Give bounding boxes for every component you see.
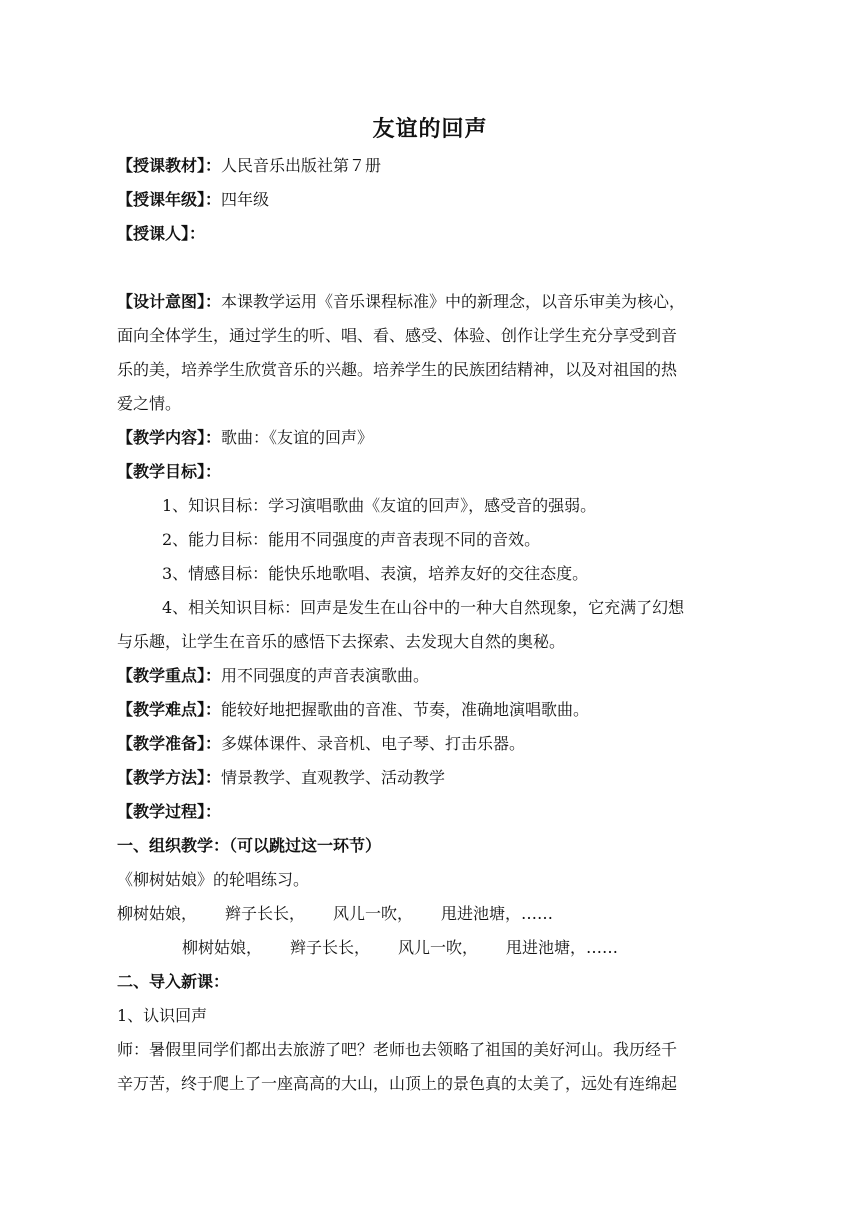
content-label: 【教学内容】： bbox=[117, 428, 222, 447]
grade-row bbox=[117, 190, 743, 210]
content-value: 歌曲：《友谊的回声》 bbox=[221, 428, 374, 447]
goal-2: 2、能力目标：能用不同强度的声音表现不同的音效。 bbox=[162, 530, 541, 549]
method-row bbox=[117, 768, 743, 788]
goals-row bbox=[117, 462, 743, 482]
round-line-1 bbox=[117, 904, 743, 924]
round-2-phrase: 甩进池塘，…… bbox=[506, 938, 619, 957]
key-point-value: 用不同强度的声音表演歌曲。 bbox=[221, 666, 430, 685]
prep-row bbox=[117, 734, 743, 754]
round-2-phrase: 风儿一吹， bbox=[398, 938, 479, 957]
teacher-speech-line-1: 师：暑假里同学们都出去旅游了吧？老师也去领略了祖国的美好河山。我历经千 bbox=[117, 1040, 678, 1059]
textbook-value: 人民音乐出版社第７册 bbox=[221, 156, 382, 175]
goal-3: 3、情感目标：能快乐地歌唱、表演，培养友好的交往态度。 bbox=[162, 564, 589, 583]
grade-value: 四年级 bbox=[221, 190, 270, 209]
difficulty-row bbox=[117, 700, 743, 720]
section-2-subheading: 1、认识回声 bbox=[117, 1006, 208, 1025]
goal-4-line-1: 4、相关知识目标：回声是发生在山谷中的一种大自然现象，它充满了幻想 bbox=[162, 598, 685, 617]
prep-label: 【教学准备】： bbox=[117, 734, 222, 753]
design-label: 【设计意图】： bbox=[117, 292, 222, 311]
round-line-2 bbox=[182, 938, 808, 958]
teacher-row bbox=[117, 224, 743, 244]
round-1-phrase: 甩进池塘，…… bbox=[441, 904, 554, 923]
section-2-heading: 二、导入新课： bbox=[117, 972, 230, 991]
method-label: 【教学方法】： bbox=[117, 768, 222, 787]
section-1-text: 《柳树姑娘》的轮唱练习。 bbox=[117, 870, 310, 889]
content-row bbox=[117, 428, 743, 448]
design-row-1 bbox=[117, 292, 743, 312]
design-text-4: 爱之情。 bbox=[117, 394, 182, 413]
difficulty-label: 【教学难点】： bbox=[117, 700, 222, 719]
goal-4-line-2: 与乐趣，让学生在音乐的感悟下去探索、去发现大自然的奥秘。 bbox=[117, 632, 566, 651]
round-1-phrase: 柳树姑娘， bbox=[117, 904, 198, 923]
teacher-label: 【授课人】： bbox=[117, 224, 206, 243]
goal-1: 1、知识目标：学习演唱歌曲《友谊的回声》，感受音的强弱。 bbox=[162, 496, 597, 515]
key-point-row bbox=[117, 666, 743, 686]
section-1-heading: 一、组织教学：（可以跳过这一环节） bbox=[117, 836, 382, 855]
design-text-3: 乐的美，培养学生欣赏音乐的兴趣。培养学生的民族团结精神，以及对祖国的热 bbox=[117, 360, 678, 379]
difficulty-value: 能较好地把握歌曲的音准、节奏，准确地演唱歌曲。 bbox=[221, 700, 590, 719]
design-text-1: 本课教学运用《音乐课程标准》中的新理念，以音乐审美为核心， bbox=[221, 292, 686, 311]
document-title: 友谊的回声 bbox=[372, 117, 488, 142]
method-value: 情景教学、直观教学、活动教学 bbox=[221, 768, 446, 787]
key-point-label: 【教学重点】： bbox=[117, 666, 222, 685]
design-text-2: 面向全体学生，通过学生的听、唱、看、感受、体验、创作让学生充分享受到音 bbox=[117, 326, 678, 345]
teacher-speech-line-2: 辛万苦，终于爬上了一座高高的大山，山顶上的景色真的太美了，远处有连绵起 bbox=[117, 1074, 678, 1093]
textbook-row bbox=[117, 156, 743, 176]
round-1-phrase: 辫子长长， bbox=[225, 904, 306, 923]
prep-value: 多媒体课件、录音机、电子琴、打击乐器。 bbox=[221, 734, 526, 753]
goals-label: 【教学目标】： bbox=[117, 462, 222, 481]
round-2-phrase: 辫子长长， bbox=[290, 938, 371, 957]
textbook-label: 【授课教材】： bbox=[117, 156, 222, 175]
process-row bbox=[117, 802, 743, 822]
round-1-phrase: 风儿一吹， bbox=[333, 904, 414, 923]
grade-label: 【授课年级】： bbox=[117, 190, 222, 209]
process-label: 【教学过程】： bbox=[117, 802, 222, 821]
round-2-phrase: 柳树姑娘， bbox=[182, 938, 263, 957]
